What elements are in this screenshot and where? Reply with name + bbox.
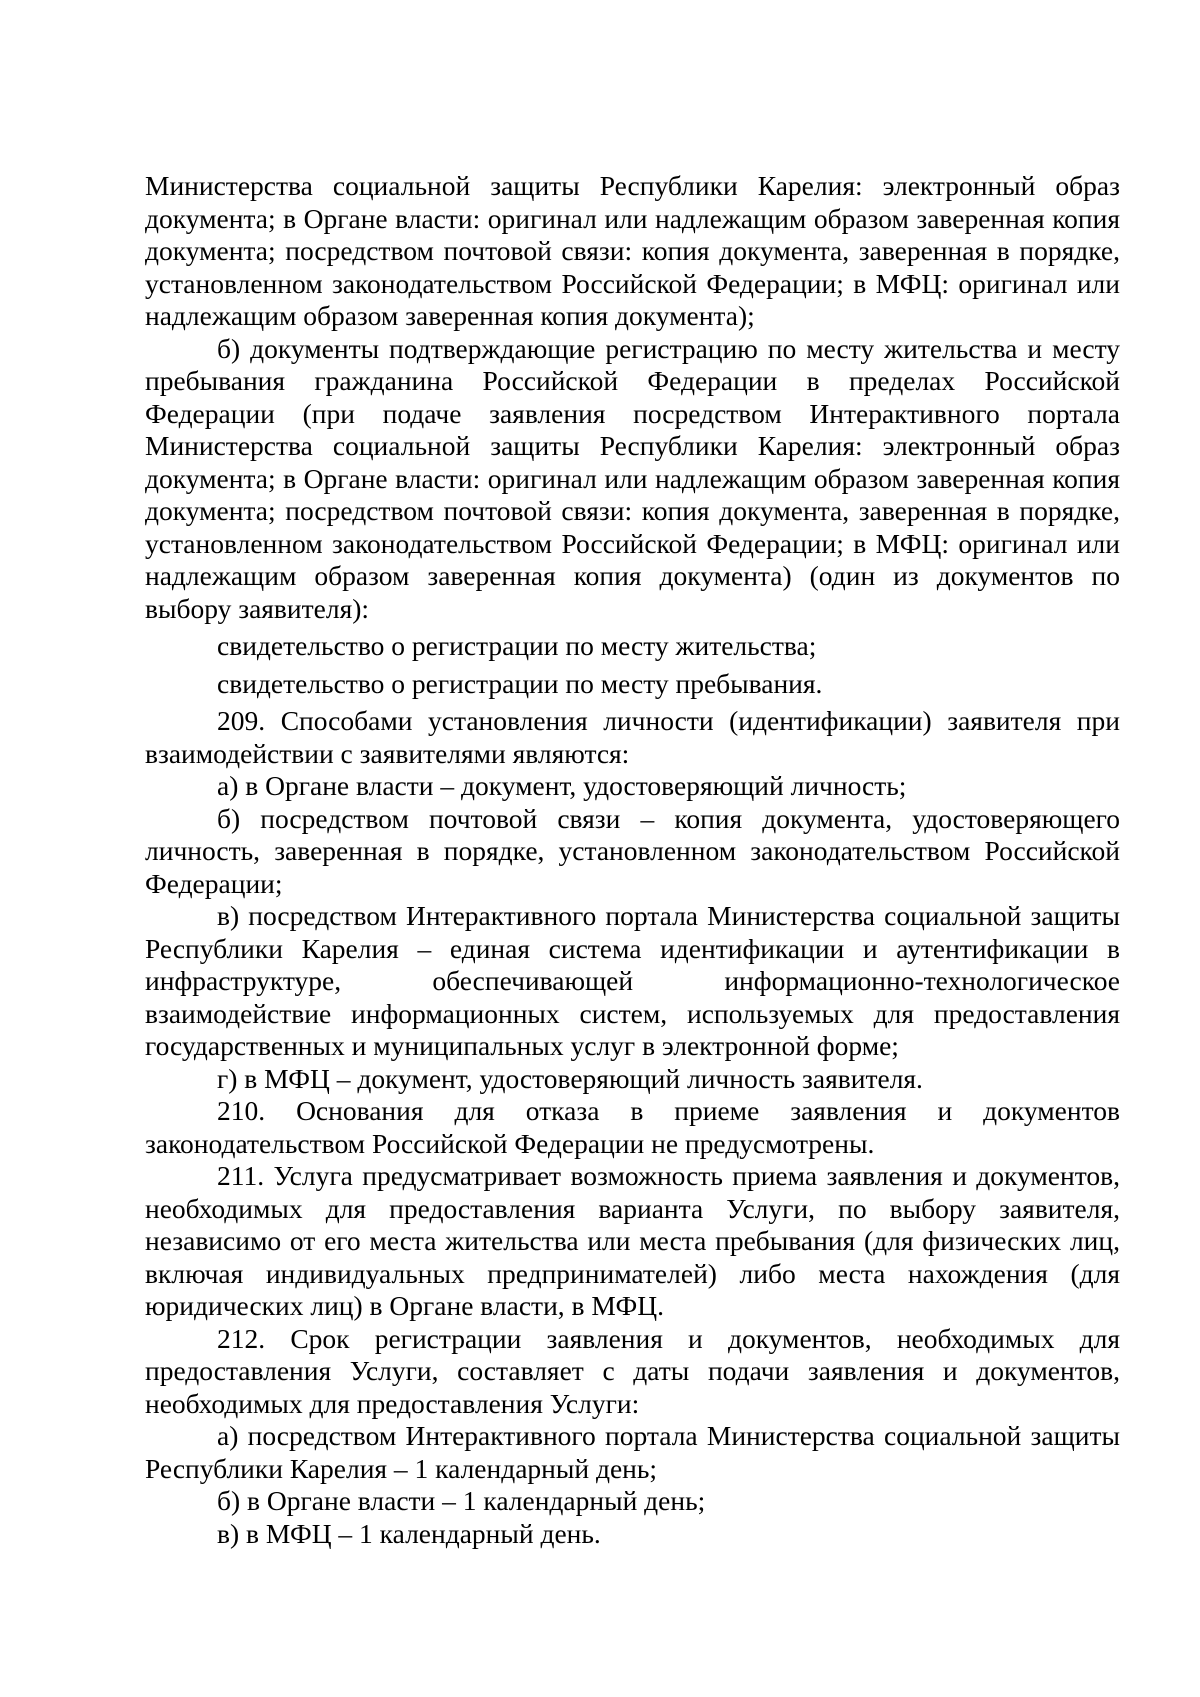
paragraph-212-a: а) посредством Интерактивного портала Министерства социальной защиты Республики Карелия – 1 календарный день; bbox=[145, 1420, 1120, 1484]
paragraph-209: 209. Способами установления личности (идентификации) заявителя при взаимодействии с заявителями являются: bbox=[145, 705, 1120, 769]
paragraph-209-a: а) в Органе власти – документ, удостоверяющий личность; bbox=[217, 770, 907, 801]
paragraph-item-b-registration-documents: б) документы подтверждающие регистрацию по месту жительства и месту пребывания гражданина Российской Федерации в пределах Российской Федерации (при подаче заявления посредством Интерактивного портала Министерства социальной защиты Республики Карелия: электронный образ документа; в Органе власти: оригинал или надлежащим образом заверенная копия документа; посредством почтовой связи: копия документа, заверенная в порядке, установленном законодательством Российской Федерации; в МФЦ: оригинал или надлежащим образом заверенная копия документа) (один из документов по выбору заявителя): bbox=[145, 332, 1120, 624]
paragraph-212-b: б) в Органе власти – 1 календарный день; bbox=[217, 1485, 706, 1516]
paragraph-210: 210. Основания для отказа в приеме заявления и документов законодательством Российской Федерации не предусмотрены. bbox=[145, 1095, 1120, 1159]
paragraph-continuation: Министерства социальной защиты Республики Карелия: электронный образ документа; в Органе власти: оригинал или надлежащим образом заверенная копия документа; посредством почтовой связи: копия документа, заверенная в порядке, установленном законодательством Российской Федерации; в МФЦ: оригинал или надлежащим образом заверенная копия документа); bbox=[145, 170, 1120, 331]
paragraph-212-v: в) в МФЦ – 1 календарный день. bbox=[217, 1517, 601, 1549]
paragraph-209-g: г) в МФЦ – документ, удостоверяющий личность заявителя. bbox=[217, 1062, 923, 1094]
paragraph-212: 212. Срок регистрации заявления и документов, необходимых для предоставления Услуги, составляет с даты подачи заявления и документов, необходимых для предоставления Услуги: bbox=[145, 1322, 1120, 1419]
paragraph-residence-certificate: свидетельство о регистрации по месту жительства; bbox=[217, 630, 817, 661]
paragraph-209-b: б) посредством почтовой связи – копия документа, удостоверяющего личность, заверенная в порядке, установленном законодательством Российской Федерации; bbox=[145, 802, 1120, 899]
document-body bbox=[145, 170, 1120, 1550]
paragraph-stay-certificate: свидетельство о регистрации по месту пребывания. bbox=[217, 667, 823, 699]
paragraph-211: 211. Услуга предусматривает возможность приема заявления и документов, необходимых для предоставления варианта Услуги, по выбору заявителя, независимо от его места жительства или места пребывания (для физических лиц, включая индивидуальных предпринимателей) либо места нахождения (для юридических лиц) в Органе власти, в МФЦ. bbox=[145, 1160, 1120, 1321]
paragraph-209-v: в) посредством Интерактивного портала Министерства социальной защиты Республики Карелия – единая система идентификации и аутентификации в инфраструктуре, обеспечивающей информационно-технологическое взаимодействие информационных систем, используемых для предоставления государственных и муниципальных услуг в электронной форме; bbox=[145, 900, 1120, 1061]
